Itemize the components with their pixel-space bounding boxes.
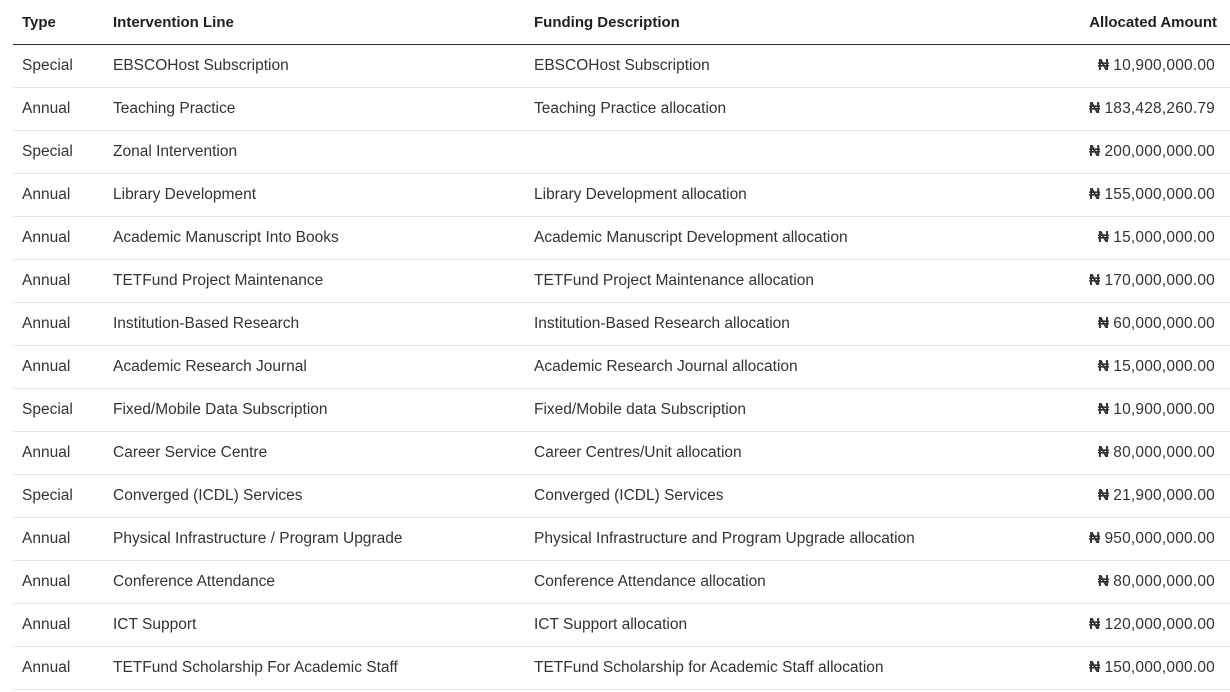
cell-allocated-amount <box>1034 561 1230 604</box>
cell-allocated-amount <box>1034 604 1230 647</box>
cell-funding-description: TETFund Project Maintenance allocation <box>525 260 1034 303</box>
naira-currency-symbol: ₦ <box>1097 487 1110 504</box>
cell-funding-description <box>525 131 1034 174</box>
cell-type: Annual <box>13 346 104 389</box>
amount-value: 15,000,000.00 <box>1113 229 1215 246</box>
naira-currency-symbol: ₦ <box>1089 100 1101 117</box>
naira-currency-symbol: ₦ <box>1089 530 1101 547</box>
cell-allocated-amount <box>1034 432 1230 475</box>
cell-allocated-amount <box>1034 518 1230 561</box>
header-row <box>13 0 1230 45</box>
amount-value: 21,900,000.00 <box>1113 487 1215 504</box>
cell-type: Special <box>13 131 104 174</box>
cell-intervention-line: Academic Manuscript Into Books <box>104 217 525 260</box>
table-row <box>13 217 1230 260</box>
amount-value: 80,000,000.00 <box>1113 573 1215 590</box>
cell-funding-description: Institution-Based Research allocation <box>525 303 1034 346</box>
cell-funding-description: Library Development allocation <box>525 174 1034 217</box>
cell-type: Annual <box>13 647 104 690</box>
column-header-allocated-amount: Allocated Amount <box>1034 0 1230 45</box>
amount-value: 15,000,000.00 <box>1113 358 1215 375</box>
allocations-table <box>13 0 1230 690</box>
cell-allocated-amount <box>1034 346 1230 389</box>
cell-allocated-amount <box>1034 303 1230 346</box>
cell-funding-description: Academic Manuscript Development allocation <box>525 217 1034 260</box>
naira-currency-symbol: ₦ <box>1089 616 1101 633</box>
cell-funding-description: Converged (ICDL) Services <box>525 475 1034 518</box>
cell-funding-description: ICT Support allocation <box>525 604 1034 647</box>
cell-funding-description: Physical Infrastructure and Program Upgrade allocation <box>525 518 1034 561</box>
cell-type: Annual <box>13 260 104 303</box>
cell-allocated-amount <box>1034 475 1230 518</box>
table-row <box>13 88 1230 131</box>
naira-currency-symbol: ₦ <box>1089 659 1101 676</box>
table-row <box>13 260 1230 303</box>
naira-currency-symbol: ₦ <box>1097 229 1110 246</box>
table-row <box>13 174 1230 217</box>
cell-intervention-line: Teaching Practice <box>104 88 525 131</box>
cell-allocated-amount <box>1034 174 1230 217</box>
table-row <box>13 346 1230 389</box>
table-row <box>13 303 1230 346</box>
cell-allocated-amount <box>1034 45 1230 88</box>
cell-intervention-line: Physical Infrastructure / Program Upgrade <box>104 518 525 561</box>
cell-funding-description: Fixed/Mobile data Subscription <box>525 389 1034 432</box>
naira-currency-symbol: ₦ <box>1097 358 1110 375</box>
cell-funding-description: Teaching Practice allocation <box>525 88 1034 131</box>
allocations-table-container <box>13 0 1230 690</box>
cell-type: Annual <box>13 88 104 131</box>
amount-value: 60,000,000.00 <box>1113 315 1215 332</box>
amount-value: 120,000,000.00 <box>1104 616 1215 633</box>
cell-intervention-line: Library Development <box>104 174 525 217</box>
cell-funding-description: Academic Research Journal allocation <box>525 346 1034 389</box>
naira-currency-symbol: ₦ <box>1097 315 1110 332</box>
cell-type: Special <box>13 389 104 432</box>
table-header <box>13 0 1230 45</box>
cell-intervention-line: Career Service Centre <box>104 432 525 475</box>
cell-type: Special <box>13 475 104 518</box>
table-row <box>13 604 1230 647</box>
cell-intervention-line: Conference Attendance <box>104 561 525 604</box>
cell-type: Annual <box>13 604 104 647</box>
cell-intervention-line: Academic Research Journal <box>104 346 525 389</box>
cell-type: Annual <box>13 303 104 346</box>
cell-type: Annual <box>13 217 104 260</box>
cell-intervention-line: TETFund Project Maintenance <box>104 260 525 303</box>
naira-currency-symbol: ₦ <box>1097 401 1110 418</box>
naira-currency-symbol: ₦ <box>1089 143 1101 160</box>
amount-value: 155,000,000.00 <box>1104 186 1215 203</box>
column-header-funding-description: Funding Description <box>525 0 1034 45</box>
cell-funding-description: Conference Attendance allocation <box>525 561 1034 604</box>
cell-funding-description: Career Centres/Unit allocation <box>525 432 1034 475</box>
column-header-intervention-line: Intervention Line <box>104 0 525 45</box>
naira-currency-symbol: ₦ <box>1089 186 1101 203</box>
table-row <box>13 561 1230 604</box>
column-header-type: Type <box>13 0 104 45</box>
table-row <box>13 518 1230 561</box>
amount-value: 10,900,000.00 <box>1113 401 1215 418</box>
amount-value: 183,428,260.79 <box>1104 100 1215 117</box>
table-body <box>13 45 1230 690</box>
table-row <box>13 432 1230 475</box>
cell-funding-description: TETFund Scholarship for Academic Staff allocation <box>525 647 1034 690</box>
cell-allocated-amount <box>1034 389 1230 432</box>
amount-value: 150,000,000.00 <box>1104 659 1215 676</box>
naira-currency-symbol: ₦ <box>1097 57 1110 74</box>
cell-type: Annual <box>13 518 104 561</box>
cell-allocated-amount <box>1034 647 1230 690</box>
amount-value: 80,000,000.00 <box>1113 444 1215 461</box>
cell-intervention-line: Fixed/Mobile Data Subscription <box>104 389 525 432</box>
cell-allocated-amount <box>1034 131 1230 174</box>
cell-allocated-amount <box>1034 260 1230 303</box>
cell-type: Annual <box>13 174 104 217</box>
amount-value: 950,000,000.00 <box>1104 530 1215 547</box>
amount-value: 10,900,000.00 <box>1113 57 1215 74</box>
table-row <box>13 647 1230 690</box>
cell-allocated-amount <box>1034 217 1230 260</box>
cell-intervention-line: ICT Support <box>104 604 525 647</box>
table-row <box>13 389 1230 432</box>
table-row <box>13 131 1230 174</box>
cell-funding-description: EBSCOHost Subscription <box>525 45 1034 88</box>
cell-type: Annual <box>13 432 104 475</box>
naira-currency-symbol: ₦ <box>1089 272 1101 289</box>
naira-currency-symbol: ₦ <box>1097 444 1110 461</box>
amount-value: 170,000,000.00 <box>1104 272 1215 289</box>
cell-intervention-line: Zonal Intervention <box>104 131 525 174</box>
cell-type: Special <box>13 45 104 88</box>
cell-intervention-line: TETFund Scholarship For Academic Staff <box>104 647 525 690</box>
cell-intervention-line: Converged (ICDL) Services <box>104 475 525 518</box>
cell-intervention-line: EBSCOHost Subscription <box>104 45 525 88</box>
table-row <box>13 45 1230 88</box>
table-row <box>13 475 1230 518</box>
cell-intervention-line: Institution-Based Research <box>104 303 525 346</box>
amount-value: 200,000,000.00 <box>1104 143 1215 160</box>
cell-type: Annual <box>13 561 104 604</box>
cell-allocated-amount <box>1034 88 1230 131</box>
naira-currency-symbol: ₦ <box>1097 573 1110 590</box>
